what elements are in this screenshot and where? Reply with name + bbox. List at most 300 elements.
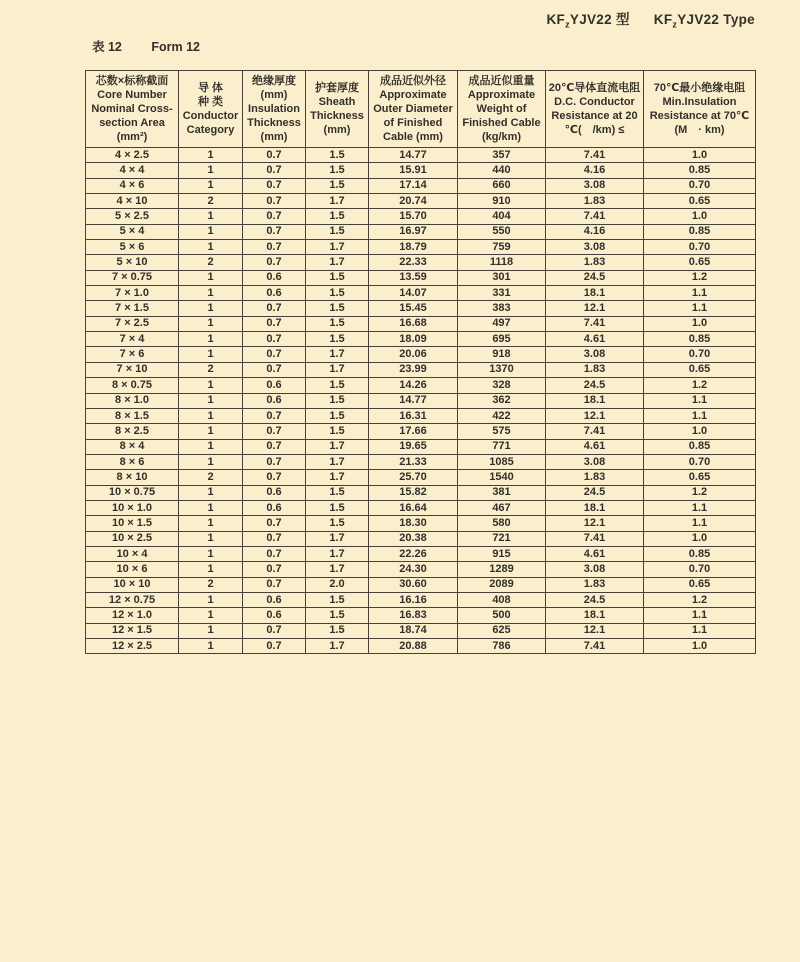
table-cell: 0.7 bbox=[243, 224, 306, 239]
table-cell: 1085 bbox=[458, 454, 546, 469]
table-cell: 18.1 bbox=[546, 286, 644, 301]
table-cell: 1.5 bbox=[306, 408, 369, 423]
table-cell: 10 × 6 bbox=[86, 562, 179, 577]
table-cell: 0.7 bbox=[243, 623, 306, 638]
table-cell: 1.0 bbox=[644, 316, 756, 331]
table-cell: 8 × 1.0 bbox=[86, 393, 179, 408]
table-cell: 1 bbox=[179, 286, 243, 301]
table-cell: 1 bbox=[179, 148, 243, 163]
table-cell: 16.16 bbox=[369, 592, 458, 607]
table-caption-zh: 表 12 bbox=[92, 40, 122, 54]
table-cell: 0.7 bbox=[243, 255, 306, 270]
table-cell: 0.70 bbox=[644, 562, 756, 577]
table-cell: 5 × 2.5 bbox=[86, 209, 179, 224]
table-cell: 1.5 bbox=[306, 332, 369, 347]
table-cell: 1.7 bbox=[306, 454, 369, 469]
table-cell: 7 × 6 bbox=[86, 347, 179, 362]
table-cell: 7 × 10 bbox=[86, 362, 179, 377]
table-cell: 1.0 bbox=[644, 424, 756, 439]
table-cell: 381 bbox=[458, 485, 546, 500]
table-cell: 1.1 bbox=[644, 286, 756, 301]
table-cell: 3.08 bbox=[546, 562, 644, 577]
table-cell: 0.7 bbox=[243, 178, 306, 193]
table-cell: 0.7 bbox=[243, 408, 306, 423]
table-cell: 0.70 bbox=[644, 454, 756, 469]
table-cell: 331 bbox=[458, 286, 546, 301]
table-cell: 0.7 bbox=[243, 424, 306, 439]
table-row bbox=[86, 240, 756, 255]
table-cell: 4 × 4 bbox=[86, 163, 179, 178]
table-cell: 0.7 bbox=[243, 546, 306, 561]
table-cell: 0.7 bbox=[243, 347, 306, 362]
col-header-sheath-thickness: 护套厚度 Sheath Thickness (mm) bbox=[306, 71, 369, 148]
table-cell: 7.41 bbox=[546, 531, 644, 546]
table-row bbox=[86, 148, 756, 163]
table-row bbox=[86, 592, 756, 607]
table-cell: 1 bbox=[179, 393, 243, 408]
table-cell: 497 bbox=[458, 316, 546, 331]
table-cell: 22.26 bbox=[369, 546, 458, 561]
table-row bbox=[86, 485, 756, 500]
table-cell: 357 bbox=[458, 148, 546, 163]
table-cell: 1.83 bbox=[546, 362, 644, 377]
table-row bbox=[86, 163, 756, 178]
table-cell: 1 bbox=[179, 270, 243, 285]
table-row bbox=[86, 270, 756, 285]
table-cell: 1.1 bbox=[644, 500, 756, 515]
table-cell: 1 bbox=[179, 592, 243, 607]
table-row bbox=[86, 608, 756, 623]
table-cell: 1.0 bbox=[644, 531, 756, 546]
table-cell: 1 bbox=[179, 240, 243, 255]
table-cell: 1 bbox=[179, 424, 243, 439]
table-cell: 0.85 bbox=[644, 546, 756, 561]
table-cell: 15.70 bbox=[369, 209, 458, 224]
table-row bbox=[86, 531, 756, 546]
table-cell: 500 bbox=[458, 608, 546, 623]
table-cell: 1 bbox=[179, 546, 243, 561]
col-header-core-number: 芯数×标称截面 Core Number Nominal Cross- section Area (mm²) bbox=[86, 71, 179, 148]
table-cell: 580 bbox=[458, 516, 546, 531]
table-cell: 16.68 bbox=[369, 316, 458, 331]
table-cell: 13.59 bbox=[369, 270, 458, 285]
table-row bbox=[86, 500, 756, 515]
table-row bbox=[86, 347, 756, 362]
table-cell: 18.79 bbox=[369, 240, 458, 255]
table-row bbox=[86, 194, 756, 209]
col-header-outer-diameter: 成品近似外径 Approximate Outer Diameter of Finished Cable (mm) bbox=[369, 71, 458, 148]
table-cell: 1 bbox=[179, 178, 243, 193]
table-cell: 0.7 bbox=[243, 316, 306, 331]
table-cell: 1.7 bbox=[306, 439, 369, 454]
table-cell: 1.5 bbox=[306, 623, 369, 638]
table-cell: 7.41 bbox=[546, 316, 644, 331]
table-cell: 362 bbox=[458, 393, 546, 408]
table-cell: 12 × 1.0 bbox=[86, 608, 179, 623]
table-cell: 1 bbox=[179, 454, 243, 469]
table-cell: 10 × 2.5 bbox=[86, 531, 179, 546]
table-row bbox=[86, 623, 756, 638]
table-cell: 1.5 bbox=[306, 301, 369, 316]
table-cell: 0.7 bbox=[243, 470, 306, 485]
table-cell: 2 bbox=[179, 362, 243, 377]
table-cell: 17.14 bbox=[369, 178, 458, 193]
table-cell: 14.07 bbox=[369, 286, 458, 301]
table-cell: 7.41 bbox=[546, 424, 644, 439]
table-cell: 1.7 bbox=[306, 240, 369, 255]
table-cell: 0.7 bbox=[243, 194, 306, 209]
table-cell: 1.7 bbox=[306, 562, 369, 577]
table-row bbox=[86, 286, 756, 301]
table-cell: 0.70 bbox=[644, 178, 756, 193]
table-cell: 3.08 bbox=[546, 454, 644, 469]
table-cell: 1 bbox=[179, 500, 243, 515]
table-cell: 0.7 bbox=[243, 332, 306, 347]
table-cell: 759 bbox=[458, 240, 546, 255]
table-cell: 467 bbox=[458, 500, 546, 515]
table-cell: 30.60 bbox=[369, 577, 458, 592]
table-cell: 1.5 bbox=[306, 286, 369, 301]
table-cell: 0.6 bbox=[243, 378, 306, 393]
table-cell: 915 bbox=[458, 546, 546, 561]
table-body bbox=[86, 148, 756, 654]
table-cell: 0.7 bbox=[243, 439, 306, 454]
header-row bbox=[86, 71, 756, 148]
table-cell: 24.5 bbox=[546, 378, 644, 393]
table-cell: 550 bbox=[458, 224, 546, 239]
table-cell: 1.7 bbox=[306, 347, 369, 362]
table-cell: 1 bbox=[179, 163, 243, 178]
table-cell: 1.5 bbox=[306, 393, 369, 408]
table-cell: 4.61 bbox=[546, 546, 644, 561]
table-cell: 1.7 bbox=[306, 470, 369, 485]
table-cell: 1540 bbox=[458, 470, 546, 485]
table-cell: 4.61 bbox=[546, 439, 644, 454]
table-row bbox=[86, 393, 756, 408]
table-row bbox=[86, 224, 756, 239]
table-cell: 1.0 bbox=[644, 209, 756, 224]
table-cell: 1.5 bbox=[306, 178, 369, 193]
table-row bbox=[86, 516, 756, 531]
table-cell: 1.5 bbox=[306, 500, 369, 515]
table-cell: 8 × 1.5 bbox=[86, 408, 179, 423]
table-cell: 0.7 bbox=[243, 639, 306, 654]
table-cell: 7.41 bbox=[546, 209, 644, 224]
table-cell: 7 × 2.5 bbox=[86, 316, 179, 331]
table-cell: 18.09 bbox=[369, 332, 458, 347]
table-cell: 0.65 bbox=[644, 362, 756, 377]
table-cell: 0.65 bbox=[644, 255, 756, 270]
table-cell: 1.5 bbox=[306, 270, 369, 285]
table-row bbox=[86, 439, 756, 454]
table-cell: 0.6 bbox=[243, 286, 306, 301]
table-row bbox=[86, 255, 756, 270]
table-cell: 4 × 6 bbox=[86, 178, 179, 193]
table-cell: 18.30 bbox=[369, 516, 458, 531]
table-row bbox=[86, 316, 756, 331]
table-cell: 3.08 bbox=[546, 347, 644, 362]
table-cell: 1.83 bbox=[546, 577, 644, 592]
table-cell: 0.7 bbox=[243, 562, 306, 577]
table-cell: 1.1 bbox=[644, 623, 756, 638]
table-cell: 1.1 bbox=[644, 408, 756, 423]
table-cell: 20.74 bbox=[369, 194, 458, 209]
table-cell: 1.5 bbox=[306, 378, 369, 393]
table-cell: 4.61 bbox=[546, 332, 644, 347]
table-cell: 4 × 10 bbox=[86, 194, 179, 209]
table-cell: 5 × 4 bbox=[86, 224, 179, 239]
table-cell: 1.1 bbox=[644, 301, 756, 316]
table-cell: 21.33 bbox=[369, 454, 458, 469]
table-cell: 1.7 bbox=[306, 362, 369, 377]
table-row bbox=[86, 639, 756, 654]
table-cell: 1.0 bbox=[644, 639, 756, 654]
table-cell: 0.6 bbox=[243, 500, 306, 515]
table-cell: 1.5 bbox=[306, 424, 369, 439]
table-cell: 8 × 6 bbox=[86, 454, 179, 469]
table-row bbox=[86, 408, 756, 423]
table-cell: 16.31 bbox=[369, 408, 458, 423]
table-cell: 1.7 bbox=[306, 194, 369, 209]
table-cell: 7.41 bbox=[546, 148, 644, 163]
table-cell: 20.88 bbox=[369, 639, 458, 654]
table-cell: 1.5 bbox=[306, 316, 369, 331]
table-cell: 2 bbox=[179, 194, 243, 209]
table-cell: 1.2 bbox=[644, 378, 756, 393]
table-cell: 1 bbox=[179, 316, 243, 331]
doc-type-en bbox=[653, 12, 755, 30]
table-cell: 22.33 bbox=[369, 255, 458, 270]
table-cell: 771 bbox=[458, 439, 546, 454]
table-cell: 1.1 bbox=[644, 516, 756, 531]
doc-type-zh-prefix: KF bbox=[546, 12, 566, 27]
table-cell: 7 × 0.75 bbox=[86, 270, 179, 285]
table-cell: 786 bbox=[458, 639, 546, 654]
table-cell: 7.41 bbox=[546, 639, 644, 654]
table-row bbox=[86, 470, 756, 485]
cable-spec-table bbox=[85, 70, 756, 654]
table-cell: 1370 bbox=[458, 362, 546, 377]
table-cell: 0.6 bbox=[243, 608, 306, 623]
table-cell: 0.7 bbox=[243, 163, 306, 178]
table-cell: 1 bbox=[179, 485, 243, 500]
table-cell: 1289 bbox=[458, 562, 546, 577]
table-cell: 5 × 6 bbox=[86, 240, 179, 255]
table-cell: 25.70 bbox=[369, 470, 458, 485]
table-cell: 18.1 bbox=[546, 393, 644, 408]
table-cell: 18.1 bbox=[546, 608, 644, 623]
table-cell: 1.0 bbox=[644, 148, 756, 163]
table-cell: 0.7 bbox=[243, 301, 306, 316]
table-cell: 1.5 bbox=[306, 209, 369, 224]
table-cell: 1.2 bbox=[644, 592, 756, 607]
table-cell: 1.1 bbox=[644, 393, 756, 408]
table-cell: 24.5 bbox=[546, 270, 644, 285]
table-cell: 14.77 bbox=[369, 393, 458, 408]
table-cell: 1 bbox=[179, 301, 243, 316]
table-cell: 1.83 bbox=[546, 194, 644, 209]
col-header-min-insulation-resistance: 70℃最小绝缘电阻 Min.Insulation Resistance at 70℃ (M · km) bbox=[644, 71, 756, 148]
table-caption bbox=[92, 37, 200, 55]
doc-type-en-suffix: YJV22 Type bbox=[677, 12, 755, 27]
table-cell: 10 × 1.5 bbox=[86, 516, 179, 531]
table-cell: 12.1 bbox=[546, 623, 644, 638]
table-cell: 1.2 bbox=[644, 270, 756, 285]
table-cell: 0.7 bbox=[243, 454, 306, 469]
table-cell: 0.6 bbox=[243, 592, 306, 607]
table-cell: 1 bbox=[179, 209, 243, 224]
table-cell: 19.65 bbox=[369, 439, 458, 454]
table-cell: 1.7 bbox=[306, 531, 369, 546]
table-cell: 15.82 bbox=[369, 485, 458, 500]
table-cell: 0.70 bbox=[644, 240, 756, 255]
table-cell: 15.91 bbox=[369, 163, 458, 178]
table-cell: 1.5 bbox=[306, 608, 369, 623]
table-cell: 0.6 bbox=[243, 393, 306, 408]
table-cell: 15.45 bbox=[369, 301, 458, 316]
doc-type-zh bbox=[546, 12, 630, 30]
table-cell: 0.7 bbox=[243, 209, 306, 224]
table-cell: 1 bbox=[179, 332, 243, 347]
table-cell: 20.38 bbox=[369, 531, 458, 546]
table-cell: 18.1 bbox=[546, 500, 644, 515]
table-cell: 1 bbox=[179, 439, 243, 454]
table-cell: 3.08 bbox=[546, 178, 644, 193]
col-header-dc-resistance: 20℃导体直流电阻 D.C. Conductor Resistance at 20 ℃( /km) ≤ bbox=[546, 71, 644, 148]
table-cell: 0.85 bbox=[644, 332, 756, 347]
table-cell: 12 × 2.5 bbox=[86, 639, 179, 654]
table-row bbox=[86, 577, 756, 592]
table-cell: 0.7 bbox=[243, 362, 306, 377]
table-cell: 1118 bbox=[458, 255, 546, 270]
table-cell: 2 bbox=[179, 470, 243, 485]
col-header-insulation-thickness: 绝缘厚度 (mm) Insulation Thickness (mm) bbox=[243, 71, 306, 148]
table-cell: 16.64 bbox=[369, 500, 458, 515]
table-cell: 2 bbox=[179, 255, 243, 270]
col-header-cable-weight: 成品近似重量 Approximate Weight of Finished Cable (kg/km) bbox=[458, 71, 546, 148]
table-cell: 10 × 1.0 bbox=[86, 500, 179, 515]
table-cell: 0.6 bbox=[243, 270, 306, 285]
table-cell: 8 × 4 bbox=[86, 439, 179, 454]
doc-type-zh-subscript: z bbox=[565, 19, 570, 30]
table-row bbox=[86, 332, 756, 347]
table-cell: 0.85 bbox=[644, 224, 756, 239]
table-cell: 1.5 bbox=[306, 516, 369, 531]
table-cell: 404 bbox=[458, 209, 546, 224]
table-row bbox=[86, 301, 756, 316]
table-cell: 1.5 bbox=[306, 148, 369, 163]
table-cell: 910 bbox=[458, 194, 546, 209]
table-cell: 1 bbox=[179, 639, 243, 654]
table-cell: 12 × 1.5 bbox=[86, 623, 179, 638]
table-cell: 408 bbox=[458, 592, 546, 607]
table-cell: 625 bbox=[458, 623, 546, 638]
table-row bbox=[86, 362, 756, 377]
table-cell: 0.7 bbox=[243, 240, 306, 255]
table-cell: 4.16 bbox=[546, 163, 644, 178]
table-cell: 7 × 1.0 bbox=[86, 286, 179, 301]
table-cell: 3.08 bbox=[546, 240, 644, 255]
table-cell: 12 × 0.75 bbox=[86, 592, 179, 607]
table-cell: 23.99 bbox=[369, 362, 458, 377]
table-cell: 8 × 10 bbox=[86, 470, 179, 485]
table-cell: 695 bbox=[458, 332, 546, 347]
table-cell: 18.74 bbox=[369, 623, 458, 638]
table-cell: 383 bbox=[458, 301, 546, 316]
table-cell: 0.7 bbox=[243, 531, 306, 546]
table-cell: 10 × 0.75 bbox=[86, 485, 179, 500]
table-cell: 0.85 bbox=[644, 163, 756, 178]
table-cell: 422 bbox=[458, 408, 546, 423]
table-cell: 12.1 bbox=[546, 516, 644, 531]
table-cell: 16.97 bbox=[369, 224, 458, 239]
table-cell: 0.7 bbox=[243, 516, 306, 531]
table-cell: 20.06 bbox=[369, 347, 458, 362]
table-cell: 440 bbox=[458, 163, 546, 178]
table-cell: 2.0 bbox=[306, 577, 369, 592]
table-cell: 575 bbox=[458, 424, 546, 439]
doc-type-en-prefix: KF bbox=[653, 12, 673, 27]
table-cell: 5 × 10 bbox=[86, 255, 179, 270]
table-cell: 1 bbox=[179, 516, 243, 531]
table-caption-en: Form 12 bbox=[151, 40, 201, 54]
table-cell: 1 bbox=[179, 623, 243, 638]
table-cell: 24.5 bbox=[546, 485, 644, 500]
table-cell: 1 bbox=[179, 531, 243, 546]
doc-type-title bbox=[546, 8, 755, 28]
table-cell: 1 bbox=[179, 224, 243, 239]
table-cell: 328 bbox=[458, 378, 546, 393]
table-cell: 4.16 bbox=[546, 224, 644, 239]
table-cell: 0.65 bbox=[644, 577, 756, 592]
table-cell: 1.5 bbox=[306, 485, 369, 500]
table-cell: 8 × 0.75 bbox=[86, 378, 179, 393]
table-cell: 721 bbox=[458, 531, 546, 546]
table-row bbox=[86, 378, 756, 393]
table-cell: 1.83 bbox=[546, 255, 644, 270]
table-cell: 1.7 bbox=[306, 639, 369, 654]
table-cell: 17.66 bbox=[369, 424, 458, 439]
col-header-conductor-category: 导 体 种 类 Conductor Category bbox=[179, 71, 243, 148]
table-cell: 1.1 bbox=[644, 608, 756, 623]
table-cell: 14.26 bbox=[369, 378, 458, 393]
table-cell: 14.77 bbox=[369, 148, 458, 163]
table-row bbox=[86, 546, 756, 561]
table-cell: 1.7 bbox=[306, 546, 369, 561]
table-cell: 8 × 2.5 bbox=[86, 424, 179, 439]
table-cell: 2 bbox=[179, 577, 243, 592]
table-cell: 2089 bbox=[458, 577, 546, 592]
table-cell: 918 bbox=[458, 347, 546, 362]
table-cell: 0.7 bbox=[243, 148, 306, 163]
table-cell: 24.5 bbox=[546, 592, 644, 607]
table-cell: 10 × 10 bbox=[86, 577, 179, 592]
table-cell: 1.5 bbox=[306, 592, 369, 607]
table-cell: 1.83 bbox=[546, 470, 644, 485]
table-cell: 301 bbox=[458, 270, 546, 285]
table-cell: 7 × 4 bbox=[86, 332, 179, 347]
table-cell: 10 × 4 bbox=[86, 546, 179, 561]
doc-type-zh-suffix: YJV22 型 bbox=[569, 12, 630, 27]
table-row bbox=[86, 562, 756, 577]
table-cell: 0.65 bbox=[644, 470, 756, 485]
table-row bbox=[86, 424, 756, 439]
table-cell: 0.70 bbox=[644, 347, 756, 362]
table-cell: 4 × 2.5 bbox=[86, 148, 179, 163]
table-cell: 0.6 bbox=[243, 485, 306, 500]
table-cell: 1 bbox=[179, 608, 243, 623]
table-cell: 16.83 bbox=[369, 608, 458, 623]
